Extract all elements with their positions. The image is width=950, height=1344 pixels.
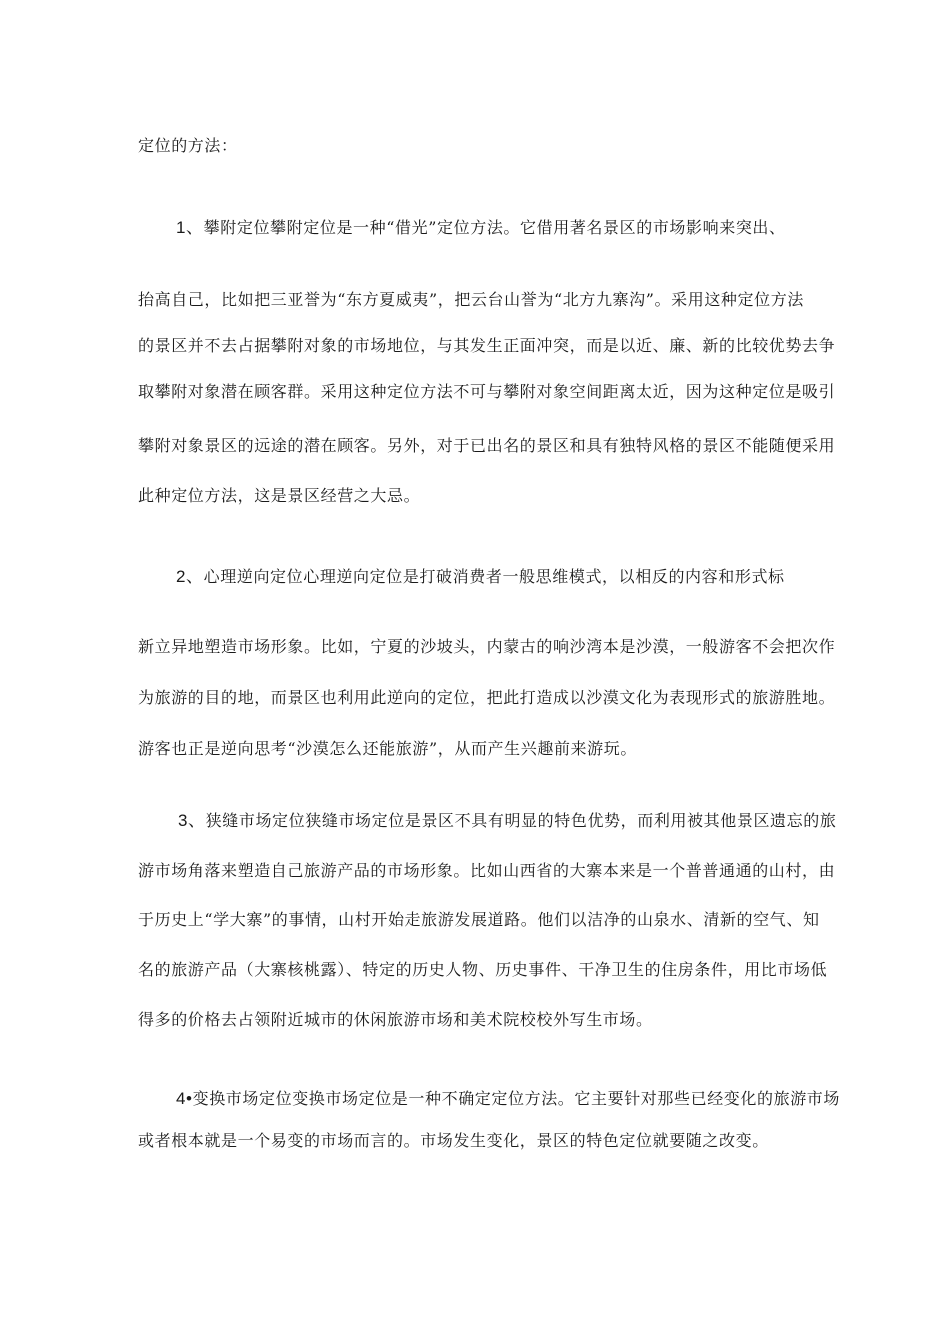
paragraph-line: 变换市场定位变换市场定位是一种不确定定位方法。它主要针对那些已经变化的旅游市场 xyxy=(192,1089,841,1108)
section-4-first-line xyxy=(176,1089,840,1109)
paragraph-line: 为旅游的目的地，而景区也利用此逆向的定位，把此打造成以沙漠文化为表现形式的旅游胜地。 xyxy=(138,688,836,707)
section-2-first-line xyxy=(176,567,785,587)
paragraph-line: 心理逆向定位心理逆向定位是打破消费者一般思维模式，以相反的内容和形式标 xyxy=(203,567,785,586)
paragraph-line: 游市场角落来塑造自己旅游产品的市场形象。比如山西省的大寨本来是一个普普通通的山村，由 xyxy=(138,861,836,880)
section-3-first-line xyxy=(178,811,836,831)
paragraph-line: 抬高自己，比如把三亚誉为“东方夏威夷”，把云台山誉为“北方九寨沟”。采用这种定位方法 xyxy=(138,290,804,309)
paragraph-line: 于历史上“学大寨”的事情，山村开始走旅游发展道路。他们以洁净的山泉水、清新的空气、知 xyxy=(138,910,820,929)
section-number: 2、 xyxy=(176,567,204,586)
paragraph-line: 名的旅游产品（大寨核桃露）、特定的历史人物、历史事件、干净卫生的住房条件，用比市场低 xyxy=(138,960,828,979)
paragraph-line: 攀附对象景区的远途的潜在顾客。另外，对于已出名的景区和具有独特风格的景区不能随便采用 xyxy=(138,436,836,455)
paragraph-line: 新立异地塑造市场形象。比如，宁夏的沙坡头，内蒙古的响沙湾本是沙漠，一般游客不会把次作 xyxy=(138,637,836,656)
section-number: 4• xyxy=(176,1089,193,1108)
section-1-first-line xyxy=(176,218,786,238)
paragraph-line: 攀附定位攀附定位是一种“借光”定位方法。它借用著名景区的市场影响来突出、 xyxy=(203,218,786,237)
paragraph-line: 狭缝市场定位狭缝市场定位是景区不具有明显的特色优势，而利用被其他景区遗忘的旅 xyxy=(205,811,837,830)
document-heading: 定位的方法： xyxy=(138,136,238,155)
section-number: 3、 xyxy=(178,811,206,830)
paragraph-line: 得多的价格去占领附近城市的休闲旅游市场和美术院校校外写生市场。 xyxy=(138,1010,653,1029)
paragraph-line: 此种定位方法，这是景区经营之大忌。 xyxy=(138,486,421,505)
paragraph-line: 取攀附对象潜在顾客群。采用这种定位方法不可与攀附对象空间距离太近，因为这种定位是吸引 xyxy=(138,382,836,401)
paragraph-line: 游客也正是逆向思考“沙漠怎么还能旅游”，从而产生兴趣前来游玩。 xyxy=(138,739,637,758)
paragraph-line: 的景区并不去占据攀附对象的市场地位，与其发生正面冲突，而是以近、廉、新的比较优势去争 xyxy=(138,336,836,355)
paragraph-line: 或者根本就是一个易变的市场而言的。市场发生变化，景区的特色定位就要随之改变。 xyxy=(138,1131,769,1150)
section-number: 1、 xyxy=(176,218,204,237)
